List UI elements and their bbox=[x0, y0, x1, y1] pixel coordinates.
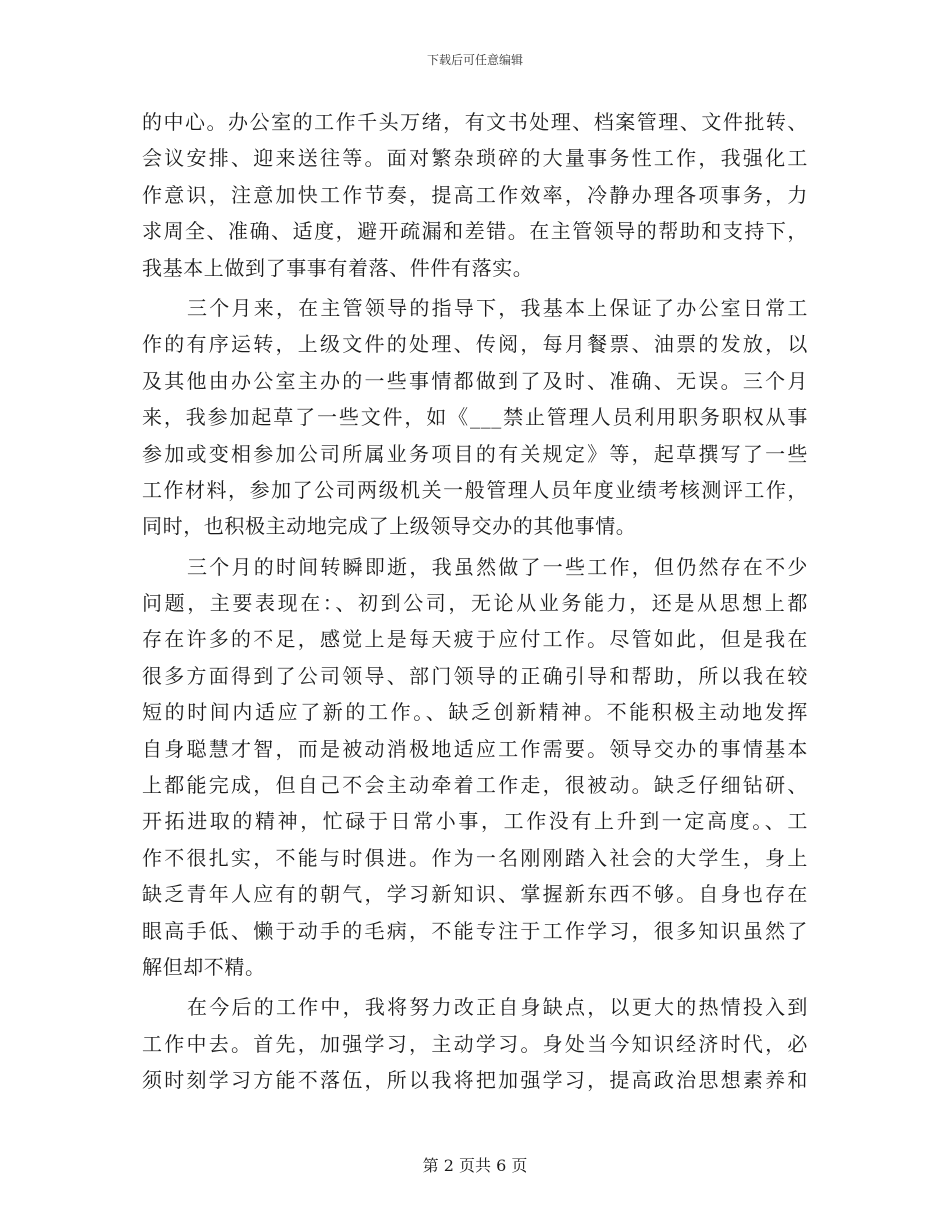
paragraph bbox=[142, 290, 808, 545]
text-line: 作意识，注意加快工作节奏，提高工作效率，冷静办理各项事务，力 bbox=[142, 182, 808, 207]
text-line: 上都能完成，但自己不会主动牵着工作走，很被动。缺乏仔细钻研、 bbox=[142, 773, 808, 798]
text-line: 作的有序运转，上级文件的处理、传阅，每月餐票、油票的发放，以 bbox=[142, 332, 808, 357]
paragraph bbox=[142, 549, 808, 986]
paragraph bbox=[142, 104, 808, 286]
paragraph bbox=[142, 989, 808, 1098]
page-number: 第 2 页共 6 页 bbox=[422, 1156, 528, 1175]
text-line: 及其他由办公室主办的一些事情都做到了及时、准确、无误。三个月 bbox=[142, 368, 808, 393]
text-line: 来，我参加起草了一些文件，如《___禁止管理人员利用职务职权从事 bbox=[142, 405, 808, 430]
document-body bbox=[142, 104, 808, 1099]
text-line: 很多方面得到了公司领导、部门领导的正确引导和帮助，所以我在较 bbox=[142, 663, 808, 688]
text-line: 存在许多的不足，感觉上是每天疲于应付工作。尽管如此，但是我在 bbox=[142, 627, 808, 652]
text-line: 的中心。办公室的工作千头万绪，有文书处理、档案管理、文件批转、 bbox=[142, 110, 808, 134]
text-line: 三个月来，在主管领导的指导下，我基本上保证了办公室日常工 bbox=[187, 295, 808, 320]
text-line: 缺乏青年人应有的朝气，学习新知识、掌握新东西不够。自身也存在 bbox=[142, 882, 808, 907]
text-line: 开拓进取的精神，忙碌于日常小事，工作没有上升到一定高度。、工 bbox=[142, 809, 808, 834]
text-line: 在今后的工作中，我将努力改正自身缺点，以更大的热情投入到 bbox=[187, 995, 808, 1020]
text-line: 三个月的时间转瞬即逝，我虽然做了一些工作，但仍然存在不少 bbox=[187, 554, 808, 579]
text-line: 工作中去。首先，加强学习，主动学习。身处当今知识经济时代，必 bbox=[142, 1031, 808, 1056]
text-line: 同时，也积极主动地完成了上级领导交办的其他事情。 bbox=[142, 514, 637, 539]
text-line: 我基本上做到了事事有着落、件件有落实。 bbox=[142, 255, 534, 280]
text-line: 短的时间内适应了新的工作。、缺乏创新精神。不能积极主动地发挥 bbox=[142, 700, 808, 725]
text-line: 须时刻学习方能不落伍，所以我将把加强学习，提高政治思想素养和 bbox=[142, 1068, 808, 1093]
text-line: 问题，主要表现在：、初到公司，无论从业务能力，还是从思想上都 bbox=[142, 591, 808, 616]
text-line: 参加或变相参加公司所属业务项目的有关规定》等，起草撰写了一些 bbox=[142, 441, 808, 466]
text-line: 求周全、准确、适度，避开疏漏和差错。在主管领导的帮助和支持下， bbox=[142, 219, 808, 244]
page-header: 下载后可任意编辑 bbox=[426, 53, 523, 67]
text-line: 眼高手低、懒于动手的毛病，不能专注于工作学习，很多知识虽然了 bbox=[142, 918, 808, 943]
text-line: 作不很扎实，不能与时俱进。作为一名刚刚踏入社会的大学生，身上 bbox=[142, 845, 808, 870]
text-line: 会议安排、迎来送往等。面对繁杂琐碎的大量事务性工作，我强化工 bbox=[142, 146, 808, 171]
text-line: 自身聪慧才智，而是被动消极地适应工作需要。领导交办的事情基本 bbox=[142, 736, 808, 761]
text-line: 解但却不精。 bbox=[142, 954, 266, 979]
text-line: 工作材料，参加了公司两级机关一般管理人员年度业绩考核测评工作， bbox=[142, 477, 808, 502]
